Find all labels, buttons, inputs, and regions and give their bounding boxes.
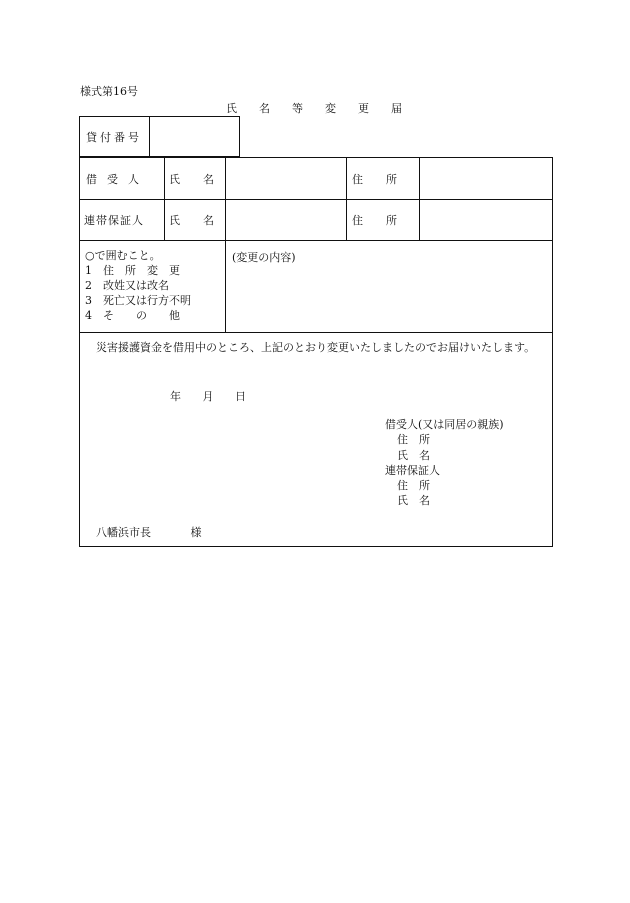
guarantor-name-field[interactable] <box>226 199 346 240</box>
guarantor-address-field[interactable] <box>420 199 552 240</box>
change-content-label: (変更の内容) <box>232 251 296 264</box>
date-year: 年 <box>170 390 181 403</box>
col-divider <box>164 158 165 240</box>
statement-text: 災害援護資金を借用中のところ、上記のとおり変更いたしましたのでお届けいたします。 <box>96 341 536 354</box>
option-item[interactable]: 2 改姓又は改名 <box>85 279 169 292</box>
signature-borrower-name: 氏 名 <box>397 448 430 462</box>
document-title: 氏名等変更届 <box>226 102 424 115</box>
option-item[interactable]: 1 住 所 変 更 <box>85 264 180 277</box>
addressee <box>96 524 202 540</box>
borrower-name-label: 氏 名 <box>169 172 220 186</box>
signature-block <box>385 417 504 509</box>
addressee-name: 八幡浜市長 <box>96 526 151 539</box>
date-line <box>170 388 264 404</box>
loan-number-field[interactable] <box>151 117 239 156</box>
option-item[interactable]: 4 そ の 他 <box>85 309 180 322</box>
row-divider <box>80 332 552 333</box>
date-day: 日 <box>235 390 246 403</box>
loan-number-box <box>79 116 240 157</box>
borrower-name-field[interactable] <box>226 158 346 199</box>
col-divider <box>346 158 347 240</box>
row-divider <box>80 240 552 241</box>
borrower-address-field[interactable] <box>420 158 552 199</box>
borrower-heading: 借受人(又は同居の親族) <box>385 418 504 431</box>
guarantor-label: 連帯保証人 <box>84 213 144 227</box>
guarantor-name-label: 氏 名 <box>169 213 220 227</box>
change-type-options <box>85 248 191 323</box>
guarantor-heading: 連帯保証人 <box>385 463 440 477</box>
date-month: 月 <box>202 390 214 403</box>
signature-guarantor-name: 氏 名 <box>397 494 430 508</box>
guarantor-address-label: 住 所 <box>352 213 403 227</box>
signature-borrower-address: 住 所 <box>397 433 430 447</box>
option-item[interactable]: 3 死亡又は行方不明 <box>85 294 191 307</box>
form-table <box>79 157 553 547</box>
borrower-address-label: 住 所 <box>352 172 403 186</box>
signature-guarantor-address: 住 所 <box>397 479 430 493</box>
borrower-label: 借受人 <box>86 172 149 186</box>
addressee-honorific: 様 <box>190 526 202 539</box>
loan-number-label: 貸付番号 <box>80 117 150 156</box>
form-number: 様式第16号 <box>80 85 138 98</box>
options-instruction: ○で囲むこと。 <box>85 249 161 262</box>
